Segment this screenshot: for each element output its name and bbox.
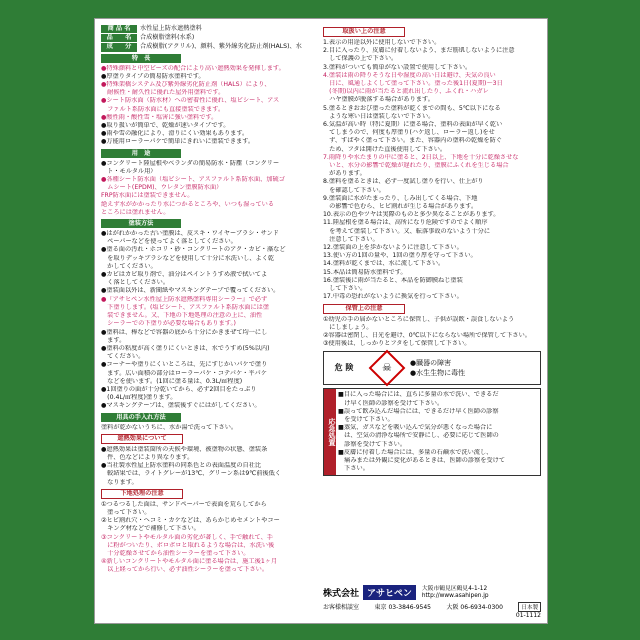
features-line: ●雨や雪の融化により、滑りにくい効果もあります。: [101, 130, 249, 138]
handling-line: (冬期)以内に雨が当たると流れ出したり、ふくれ・ハガレ: [323, 88, 489, 96]
handling-line: があります。: [323, 170, 366, 178]
product-code: 01-1112: [515, 612, 541, 619]
label-panel: [94, 18, 548, 624]
prep-list: [101, 501, 319, 575]
method-line: 装できません。又、下地の下地処理の注意の上に、油性: [101, 312, 263, 320]
features-line: ●特殊顔料と中空ビーズの配合により高い遮熱効果を発揮します。: [101, 64, 285, 72]
method-line: 下塗りします。(塩ビシート、アスファルト系防水面には塗: [101, 303, 270, 311]
method-line: かしてください。: [101, 262, 157, 270]
made-in-badge: 日本製: [518, 602, 541, 612]
handling-line: 5.塗るときおおび塗った塗料が乾くまでの間も、5℃以下になる: [323, 104, 501, 112]
handling-line: 日に、風通しよくして塗って下さい。塗った後1日(夏期)〜3日: [323, 80, 503, 88]
handling-line: 6.気温が高い時（特に夏期）に塗る場合、塗料の表面が早く乾い: [323, 121, 503, 129]
handling-line: 7.雨降りや水たまりの中に塗ると、2日以上、下地を十分に乾燥させな: [323, 153, 519, 161]
right-column: [323, 25, 541, 476]
heat-line: なります。: [101, 478, 138, 486]
info-row: [101, 34, 319, 42]
product-info: [101, 25, 319, 52]
handling-line: 8.塗料を塗るときは、必ず一度試し塗りを行い、仕上がり: [323, 178, 484, 186]
handling-line: 3.塗料がついても簡単がない設置で使用して下さい。: [323, 63, 472, 71]
hazard-items-line: ●水生生物に毒性: [410, 369, 466, 378]
heat-line: 較結果では、ライトグレーが13℃、グリーン系は9℃前後低く: [101, 470, 281, 478]
prep-line: 十分乾燥させてから油性シーラーを塗って下さい。: [101, 549, 250, 557]
features-heading: 特 長: [101, 54, 181, 63]
method-line: シーラーでの下塗りが必要な場合もあります。): [101, 320, 236, 328]
info-label: 商 品 名: [101, 25, 137, 33]
contact-row: [323, 602, 541, 612]
usage-line: ●コンクリート陸屋根やベランダの簡易防水・防塵（コンクリー: [101, 159, 280, 167]
features-list: [101, 65, 319, 147]
heat-line: ●当社製水性屋上防水塗料の同系色との表面温度の自社比: [101, 462, 262, 470]
method-line: ●カビはカビ取り剤で、油分はペイントうすめ液で拭いてよ: [101, 271, 268, 279]
handling-line: 4.塗装は雨の降りそうな日や湿度の高い日は避け、天気の良い: [323, 71, 496, 79]
tokyo-phone: 東京 03-3846-9545: [374, 604, 431, 611]
handling-line: ため、フタは開けた直後使用して下さい。: [323, 145, 447, 153]
health-hazard-icon: ☠: [369, 350, 406, 387]
method-line: ●コーナーや塗りにくいところは、先にすじかいパケで塗り: [101, 361, 268, 369]
handling-line: てしまうので、何度も厚塗り(ハケ返し、ローラー返し)をせ: [323, 129, 495, 137]
prep-line: ①つるつるした面は、サンドペーパーで表面を荒らしてから: [101, 500, 267, 508]
method-line: ます。広い面積の部分はローラーパケ・コテパケ・平パケ: [101, 369, 267, 377]
tools-heading: 用具の手入れ方法: [101, 413, 181, 422]
method-line: ●塗料は、棒などで容器の底から十分にかきまぜて均一にし: [101, 328, 268, 336]
prep-line: 以上経ってから行い、必ず油性シーラーを塗って下さい。: [101, 566, 269, 574]
method-line: ●塗料の粘度が高く塗りにくいときは、水でうすめ(5%以内): [101, 344, 270, 352]
storage-line: ②容器は密閉し、日光を避け、0℃以下にならない場所で保管して下さい。: [323, 331, 531, 339]
prep-line: ②ヒビ割れ穴・ヘコミ・カケなどは、あらかじめセメントやコー: [101, 517, 280, 525]
features-line: ●万能用ローラーパケで簡単にきれいに塗装できます。: [101, 138, 255, 146]
brand-logo: アサヒペン: [363, 585, 416, 600]
emergency-line: ■蒸気、ガスなどを吸い込んで気分が悪くなった場合に: [338, 424, 493, 432]
features-line: ●特殊架橋システム及び紫外線劣化防止剤（HALS）により、: [101, 81, 271, 89]
method-line: ●1回塗りの面が十分乾いてから、必ず2回目をたっぷり: [101, 385, 257, 393]
emergency-box: [323, 388, 541, 476]
info-row: [101, 43, 319, 51]
features-line: 耐候性・耐久性に優れた屋外用塗料です。: [101, 89, 225, 97]
features-line: ●酸性雨・酸性雪・塩害に強い塗料です。: [101, 113, 218, 121]
handling-line: 注意して下さい。: [323, 235, 379, 243]
method-line: ペーパーなどを使ってよく落としてください。: [101, 238, 237, 246]
method-line: く落としてください。: [101, 279, 170, 287]
method-heading: 塗装方法: [101, 219, 181, 228]
features-line: ●シート防水面（防水材）への密着性に優れ、塩ビシート、アス: [101, 97, 280, 105]
method-line: ●はがれかかった古い塗膜は、皮スキ・ワイヤーブラシ・サンド: [101, 230, 279, 238]
handling-line: 9.塗装面に水がたまったり、しみ出してくる場合、下地: [323, 194, 478, 202]
emergency-line: 痛みまたは外観に変化があるときは、医師の診察を受けて: [338, 456, 506, 464]
prep-line: キング材などで補修して下さい。: [101, 525, 200, 533]
emergency-line: は、空気の清浄な場所で安静にし、必要に応じて医師の: [338, 432, 499, 440]
hazard-box: [323, 351, 541, 385]
handling-line: 14.塗料が乾くまでは、水に流して下さい。: [323, 260, 445, 268]
emergency-line: ■目に入った場合には、直ちに多量の水で洗い、できるだ: [338, 391, 499, 399]
features-line: ●取り扱いが簡単で、乾燥が速いタイプです。: [101, 122, 230, 130]
brand-row: [323, 585, 541, 600]
handling-line: 15.本品は簡易防水塗料です。: [323, 268, 407, 276]
storage-line: にしましょう。: [323, 323, 373, 331]
storage-line: ①幼児の手の届かないところに保管し、子供が誤飲・誤食しないよう: [323, 315, 515, 323]
emergency-line: ■誤って飲み込んだ場合には、できるだけ早く医師の診察: [338, 407, 499, 415]
company-type: 株式会社: [323, 589, 360, 599]
heat-list: [101, 446, 319, 487]
handling-line: を考えて塗装して下さい。又、転落事故のないよう十分に: [323, 227, 491, 235]
handling-heading: 取扱い上の注意: [323, 27, 405, 37]
handling-line: ず、すばやく塗って下さい。また、容器内の塗料の乾燥を防ぐ: [323, 137, 502, 145]
handling-line: 17.中毒の恐れがないように換気を行って下さい。: [323, 293, 463, 301]
heat-line: ●遮熱効果は塗装箇所の天候や環境、被塗物の状態、塗装条: [101, 445, 268, 453]
contact-label: お客様相談室: [323, 604, 360, 611]
method-line: てください。: [101, 353, 145, 361]
method-line: を取りデッキブラシなどを使用して十分に水洗いし、よく乾: [101, 254, 275, 262]
hazard-word: 危 険: [334, 363, 354, 373]
info-label: 成 分: [101, 43, 137, 51]
info-value: 合成樹脂(アクリル)、顔料、紫外線劣化防止剤(HALS)、水: [140, 43, 302, 51]
usage-line: 絶えず水がかかったり水につかるところや、いつも湿っている: [101, 200, 275, 208]
method-line: (0.4L/㎡程度)塗ります。: [101, 394, 177, 402]
usage-line: ●各種シート防水面（塩ビシート、アスファルト系防水面、加硫ゴ: [101, 176, 285, 184]
handling-line: を確認して下さい。: [323, 186, 385, 194]
emergency-line: 診察を受けて下さい。: [338, 440, 407, 448]
hazard-items-line: ●臓器の障害: [410, 359, 452, 368]
handling-line: 12.塗装面の上を歩かないように注意して下さい。: [323, 244, 463, 252]
handling-line: ような寒い日は塗装しないで下さい。: [323, 112, 435, 120]
heat-line: 件、色などにより異なります。: [101, 453, 194, 461]
usage-line: ト・モルタル用）: [101, 167, 157, 175]
info-value: 水性屋上防水遮熱塗料: [140, 25, 202, 32]
storage-list: [323, 316, 541, 349]
handling-line: 16.塗装後に雨が当たると、本品を防御膜ねじ塗装: [323, 276, 463, 284]
usage-heading: 用 途: [101, 149, 181, 158]
info-value: 合成樹脂塗料(水系): [140, 34, 195, 42]
usage-list: [101, 160, 319, 217]
handling-line: して保護の上で下さい。: [323, 55, 398, 63]
footer: [323, 585, 541, 619]
hazard-items: [410, 358, 465, 378]
prep-line: 塗って下さい。: [101, 508, 151, 516]
website-text: http://www.asahipen.jp: [421, 592, 489, 599]
storage-line: ③使用後は、しっかりとフタをして保管して下さい。: [323, 340, 471, 348]
info-label: 品 名: [101, 34, 137, 42]
emergency-heading: 応急処置: [324, 389, 336, 475]
left-column: [101, 25, 319, 575]
company-address: [422, 586, 489, 600]
handling-line: いと、水分の影響で乾燥が遅れたり、塗膜にふくれを生じる場合: [323, 162, 509, 170]
features-line: ●厚塗りタイプの簡易防水塗料です。: [101, 72, 205, 80]
address-text: 大阪市鶴見区鶴見4-1-12: [421, 585, 488, 592]
emergency-line: 下さい。: [338, 465, 369, 473]
usage-line: ムシート(EPDM)、ウレタン塗膜防水面）: [101, 184, 223, 192]
handling-line: 1.表示の用途以外に使用しないで下さい。: [323, 39, 441, 46]
method-line: ●マスキングテープは、塗装後すぐにはがしてください。: [101, 402, 261, 410]
handling-line: の影響で色むら、ヒビ割れが生じる場合があります。: [323, 203, 478, 211]
handling-line: 10.表示の色やツヤは実際のものと多少異なることがあります。: [323, 211, 500, 219]
handling-line: 2.目に入ったり、皮膚に付着しないよう、まだ筋肌しないように注意: [323, 47, 515, 55]
emergency-list: [336, 389, 540, 475]
handling-line: ハヤ塗膜が脱落する場合があります。: [323, 96, 434, 104]
method-line: ●塗る面の汚れ・ホコリ・砂・コンクリートのアク・カビ・藻など: [101, 246, 286, 254]
heat-heading: 遮熱効果について: [101, 434, 183, 444]
usage-line: FRP防水面には塗装できません。: [101, 192, 194, 200]
info-row: [101, 25, 319, 33]
method-line: などを使います。(1回に塗る量は、0.3L/㎡程度): [101, 377, 243, 385]
prep-heading: 下地処理の注意: [101, 489, 183, 499]
handling-line: 13.使い方の1回の量や、1回の塗り厚を守って下さい。: [323, 252, 477, 260]
method-line: ●『アサヒペン水性屋上防水遮熱塗料専用シーラー』で必ず: [101, 295, 268, 303]
prep-line: に粉がついたり、ボロボロと取れるような場合は、水洗い後: [101, 541, 275, 549]
prep-line: ③コンクリートやモルタル面の劣化が著しく、手で触れて、手: [101, 533, 273, 541]
prep-line: ④新しいコンクリートやモルタル面に塗る場合は、施工後1ヶ月: [101, 558, 278, 566]
method-line: ●塗装面以外は、新聞紙やマスキングテープで覆ってください。: [101, 287, 280, 295]
tools-text: 塗料が乾かないうちに、水か湯で洗って下さい。: [101, 423, 238, 431]
emergency-line: け早く医師の診察を受けて下さい。: [338, 399, 444, 407]
method-line: ます。: [101, 336, 126, 344]
features-line: ファルト系防水面にも直接塗装できます。: [101, 105, 225, 113]
handling-line: 11.陸屋根を塗る場合は、高所になり危険ですのでよく順序: [323, 219, 488, 227]
handling-line: して下さい。: [323, 285, 367, 293]
emergency-line: ■皮膚に付着した場合には、多量の石鹸水で洗い流し、: [338, 448, 493, 456]
handling-list: [323, 39, 541, 302]
emergency-line: を受けて下さい。: [338, 415, 394, 423]
osaka-phone: 大阪 06-6934-0300: [446, 604, 503, 611]
usage-line: ところには塗れません。: [101, 208, 170, 216]
method-list: [101, 230, 319, 410]
storage-heading: 保管上の注意: [323, 304, 405, 314]
